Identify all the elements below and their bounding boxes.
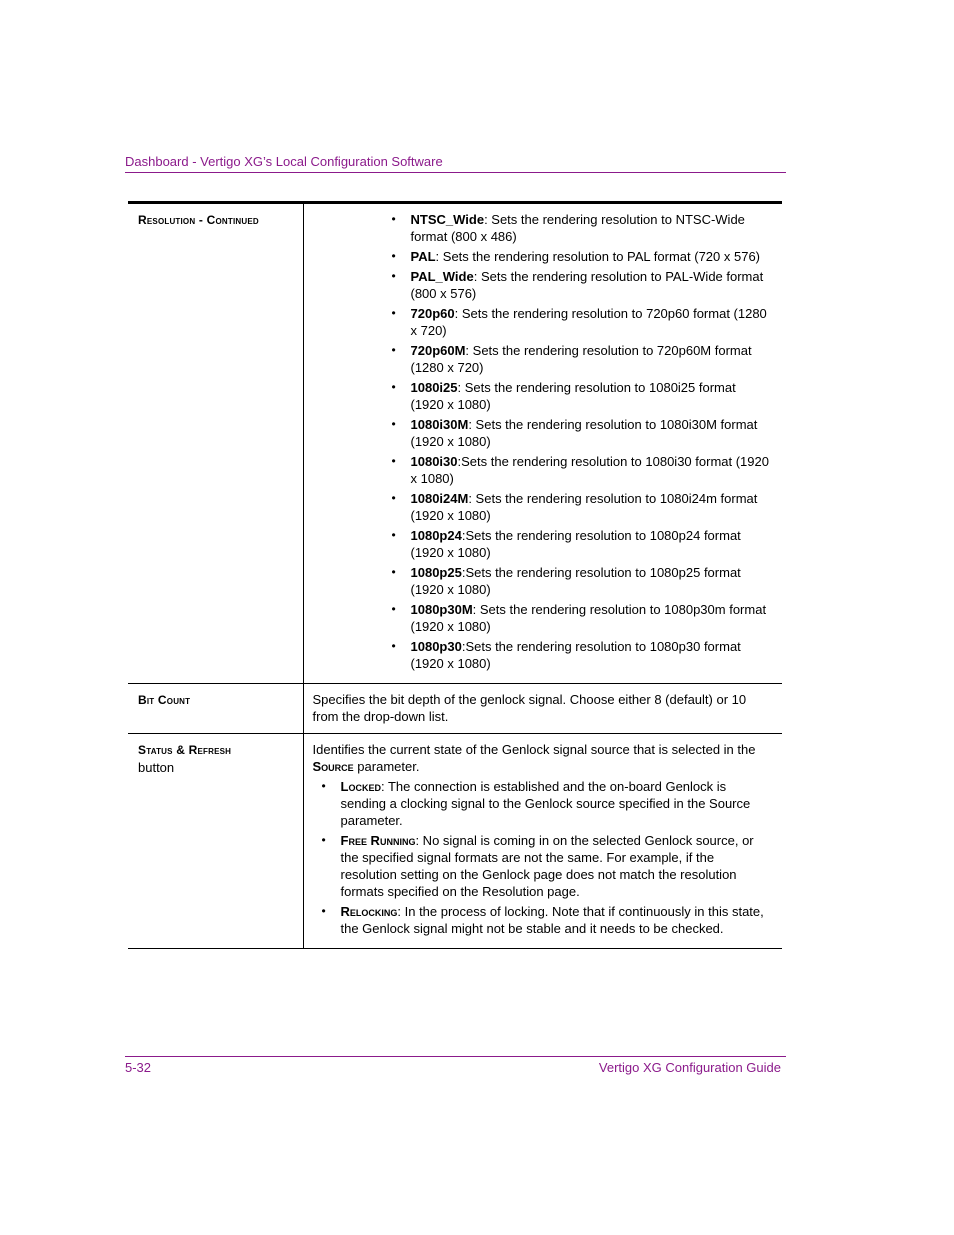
param-desc: Specifies the bit depth of the genlock signal. Choose either 8 (default) or 10 from the drop-down list. [312,692,747,724]
parameter-table [128,201,782,949]
param-name-suffix: button [138,760,175,775]
param-name: Resolution - Continued [138,213,259,227]
param-intro [313,741,773,775]
param-desc-cell [303,203,782,684]
list-item [341,832,773,900]
param-desc-cell [303,734,782,949]
table-row-resolution [128,203,782,684]
option-term: 1080p25 [410,565,462,580]
table-row-bit-count [128,684,782,734]
option-desc: : Sets the rendering resolution to 720p60M format (1280 x 720) [410,343,752,375]
intro-term: Source [312,759,354,774]
option-term: 1080p30M [410,602,473,617]
option-desc: : Sets the rendering resolution to PAL-Wide format (800 x 576) [410,269,764,301]
list-item [411,638,773,672]
list-item [411,342,773,376]
list-item [411,601,773,635]
option-term: 1080i30M [410,417,469,432]
guide-title: Vertigo XG Configuration Guide [598,1060,781,1075]
list-item [411,268,773,302]
running-header: Dashboard - Vertigo XG’s Local Configuration Software [125,154,443,169]
param-name-cell [128,734,303,949]
option-desc: : The connection is established and the on-board Genlock is sending a clocking signal to the Genlock source specified in the Source parameter. [340,779,751,828]
option-desc: :Sets the rendering resolution to 1080p30 format (1920 x 1080) [410,639,741,671]
list-item [341,903,773,937]
option-desc: : Sets the rendering resolution to 720p60 format (1280 x 720) [410,306,767,338]
intro-text-end: parameter. [353,759,420,774]
list-item [411,527,773,561]
list-item [411,305,773,339]
param-name-cell [128,203,303,684]
option-desc: : Sets the rendering resolution to NTSC-Wide format (800 x 486) [410,212,745,244]
option-term: PAL_Wide [410,269,474,284]
resolution-option-list [313,211,773,672]
list-item [411,490,773,524]
list-item [411,211,773,245]
option-term: Relocking [340,904,398,919]
option-desc: : In the process of locking. Note that if continuously in this state, the Genlock signal might not be stable and it needs to be checked. [340,904,764,936]
option-desc: :Sets the rendering resolution to 1080p24 format (1920 x 1080) [410,528,741,560]
option-term: 1080p24 [410,528,462,543]
param-name: Bit Count [138,693,191,707]
status-option-list [313,778,773,937]
page-number: 5-32 [125,1060,152,1075]
option-term: Locked [340,779,381,794]
list-item [341,778,773,829]
list-item [411,416,773,450]
option-desc: :Sets the rendering resolution to 1080p25 format (1920 x 1080) [410,565,741,597]
footer-rule [125,1056,786,1057]
list-item [411,564,773,598]
option-term: 1080p30 [410,639,462,654]
param-name-cell [128,684,303,734]
header-rule [125,172,786,173]
option-term: 1080i25 [410,380,458,395]
table-row-status-refresh [128,734,782,949]
option-term: NTSC_Wide [410,212,485,227]
option-desc: : Sets the rendering resolution to 1080p30m format (1920 x 1080) [410,602,767,634]
option-desc: : Sets the rendering resolution to 1080i30M format (1920 x 1080) [410,417,758,449]
option-desc: : Sets the rendering resolution to PAL format (720 x 576) [435,249,761,264]
option-term: Free Running [340,833,416,848]
list-item [411,248,773,265]
param-name: Status & Refresh [138,743,232,757]
intro-text: Identifies the current state of the Genlock signal source that is selected in the [312,742,756,757]
param-desc-cell [303,684,782,734]
list-item [411,453,773,487]
option-term: 720p60M [410,343,466,358]
list-item [411,379,773,413]
option-desc: : Sets the rendering resolution to 1080i24m format (1920 x 1080) [410,491,758,523]
option-term: 1080i24M [410,491,469,506]
option-term: PAL [410,249,436,264]
option-desc: : No signal is coming in on the selected Genlock source, or the specified signal formats are not the same. For example, if the resolution setting on the Genlock page does not match the resolution formats specified on the Resolution page. [340,833,754,899]
option-desc: :Sets the rendering resolution to 1080i30 format (1920 x 1080) [410,454,769,486]
option-term: 1080i30 [410,454,458,469]
option-term: 720p60 [410,306,455,321]
option-desc: : Sets the rendering resolution to 1080i25 format (1920 x 1080) [410,380,736,412]
